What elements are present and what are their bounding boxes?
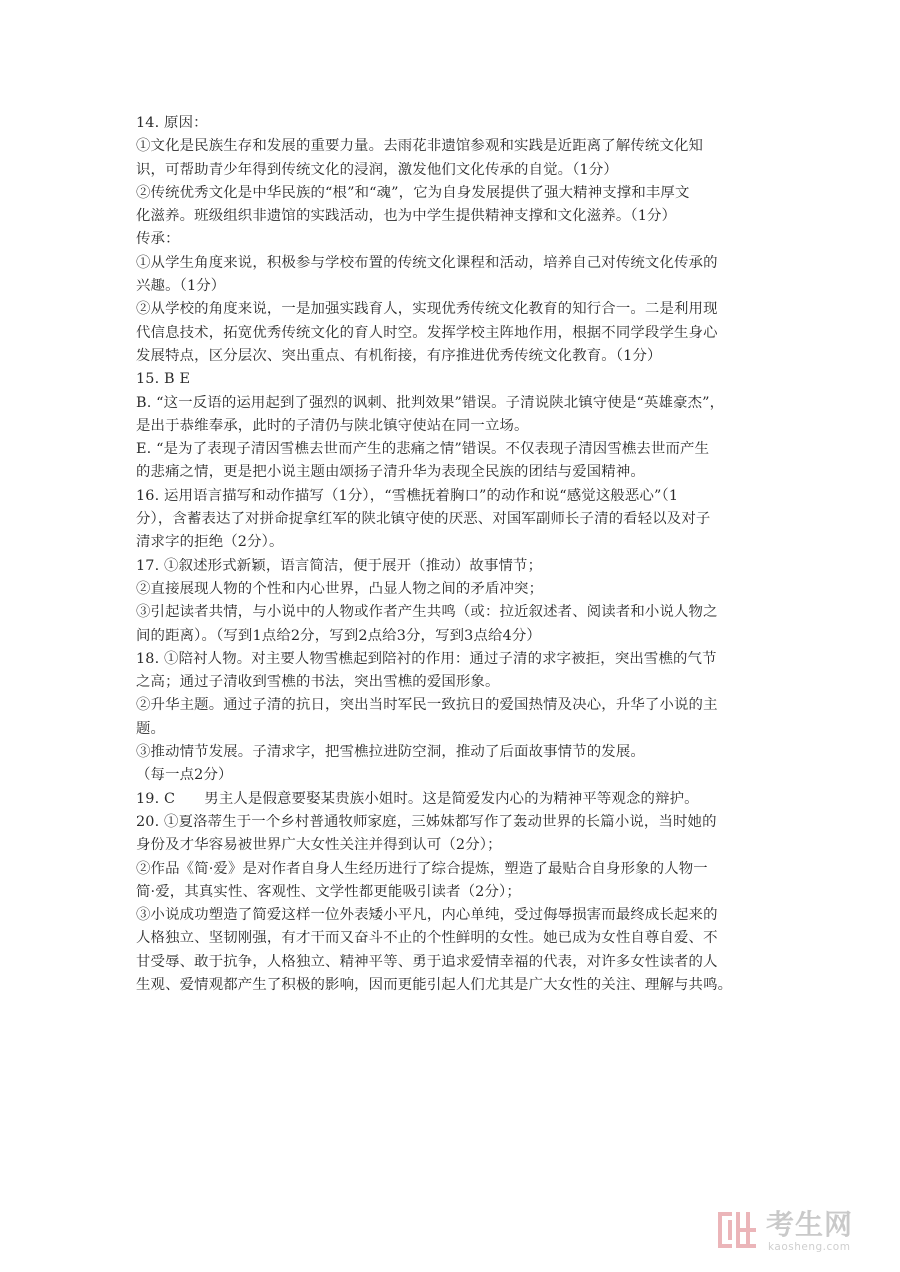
text-line: 分），含蓄表达了对拼命捉拿红军的陕北镇守使的厌恶、对国军副师长子清的看轻以及对子 <box>136 511 711 528</box>
text-line: 简·爱，其真实性、客观性、文学性都更能吸引读者（2分）； <box>136 883 521 900</box>
text-line: ②从学校的角度来说，一是加强实践育人，实现优秀传统文化教育的知行合一。二是利用现 <box>136 301 718 318</box>
text-line: 20. ①夏洛蒂生于一个乡村普通牧师家庭，三姊妹都写作了轰动世界的长篇小说，当时她的 <box>136 813 717 830</box>
watermark <box>716 1208 886 1258</box>
text-line: 清求字的拒绝（2分）。 <box>136 534 284 551</box>
text-line: 代信息技术，拓宽优秀传统文化的育人时空。发挥学校主阵地作用，根据不同学段学生身心 <box>136 324 718 341</box>
text-line: 是出于恭维奉承，此时的子清仍与陕北镇守使站在同一立场。 <box>136 417 529 434</box>
text-line: ②作品《简·爱》是对作者自身人生经历进行了综合提炼，塑造了最贴合自身形象的人物一 <box>136 860 708 877</box>
kaosheng-logo-icon <box>716 1208 760 1252</box>
text-line: 化滋养。班级组织非遗馆的实践活动，也为中学生提供精神支撑和文化滋养。（1分） <box>136 208 677 225</box>
answer-text-block <box>136 112 776 997</box>
text-line: ③小说成功塑造了简爱这样一位外表矮小平凡，内心单纯，受过侮辱损害而最终成长起来的 <box>136 907 718 924</box>
text-line: B. “这一反语的运用起到了强烈的讽刺、批判效果”错误。子清说陕北镇守使是“英雄豪杰”， <box>136 394 725 411</box>
text-line: 15. B E <box>136 371 191 388</box>
text-line: 16. 运用语言描写和动作描写（1分），“雪樵抚着胸口”的动作和说“感觉这般恶心”（1 <box>136 487 679 504</box>
text-line: 发展特点，区分层次、突出重点、有机衔接，有序推进优秀传统文化教育。（1分） <box>136 347 662 364</box>
text-line: 识，可帮助青少年得到传统文化的浸润，激发他们文化传承的自觉。（1分） <box>136 161 618 178</box>
text-line: （每一点2分） <box>136 767 233 784</box>
text-line: 14. 原因： <box>136 115 208 131</box>
text-line: 18. ①陪衬人物。对主要人物雪樵起到陪衬的作用：通过子清的求字被拒，突出雪樵的气节 <box>136 650 717 667</box>
text-line: 题。 <box>136 720 166 737</box>
text-line: ②直接展现人物的个性和内心世界，凸显人物之间的矛盾冲突； <box>136 580 544 597</box>
watermark-name: 考生网 <box>766 1208 854 1241</box>
text-line: 甘受辱、敢于抗争，人格独立、精神平等、勇于追求爱情幸福的代表，对许多女性读者的人 <box>136 953 718 970</box>
text-line: 之高；通过子清收到雪樵的书法，突出雪樵的爱国形象。 <box>136 674 500 691</box>
text-line: 兴趣。（1分） <box>136 278 226 295</box>
text-line: 19. C 男主人是假意要娶某贵族小姐时。这是简爱发内心的为精神平等观念的辩护。 <box>136 790 699 807</box>
text-line: ③推动情节发展。子清求字，把雪樵拉进防空洞，推动了后面故事情节的发展。 <box>136 744 645 761</box>
watermark-url: kaosheng.com <box>768 1241 851 1253</box>
text-line: ③引起读者共情，与小说中的人物或作者产生共鸣（或：拉近叙述者、阅读者和小说人物之 <box>136 604 718 621</box>
text-line: ①文化是民族生存和发展的重要力量。去雨花非遗馆参观和实践是近距离了解传统文化知 <box>136 138 704 155</box>
text-line: 身份及才华容易被世界广大女性关注并得到认可（2分）； <box>136 837 502 854</box>
text-line: ②传统优秀文化是中华民族的“根”和“魂”，它为自身发展提供了强大精神支撑和丰厚文 <box>136 184 690 201</box>
text-line: 17. ①叙述形式新颖，语言简洁，便于展开（推动）故事情节； <box>136 557 543 574</box>
text-line: 生观、爱情观都产生了积极的影响，因而更能引起人们尤其是广大女性的关注、理解与共鸣。 <box>136 976 733 993</box>
text-line: 的悲痛之情，更是把小说主题由颂扬子清升华为表现全民族的团结与爱国精神。 <box>136 464 645 481</box>
text-line: E. “是为了表现子清因雪樵去世而产生的悲痛之情”错误。不仅表现子清因雪樵去世而产生 <box>136 441 710 458</box>
text-line: 人格独立、坚韧刚强，有才干而又奋斗不止的个性鲜明的女性。她已成为女性自尊自爱、不 <box>136 930 718 947</box>
text-line: 传承： <box>136 231 180 248</box>
text-line: 间的距离）。（写到1点给2分，写到2点给3分，写到3点给4分） <box>136 627 541 644</box>
text-line: ②升华主题。通过子清的抗日，突出当时军民一致抗日的爱国热情及决心，升华了小说的主 <box>136 697 718 714</box>
text-line: ①从学生角度来说，积极参与学校布置的传统文化课程和活动，培养自己对传统文化传承的 <box>136 254 718 271</box>
